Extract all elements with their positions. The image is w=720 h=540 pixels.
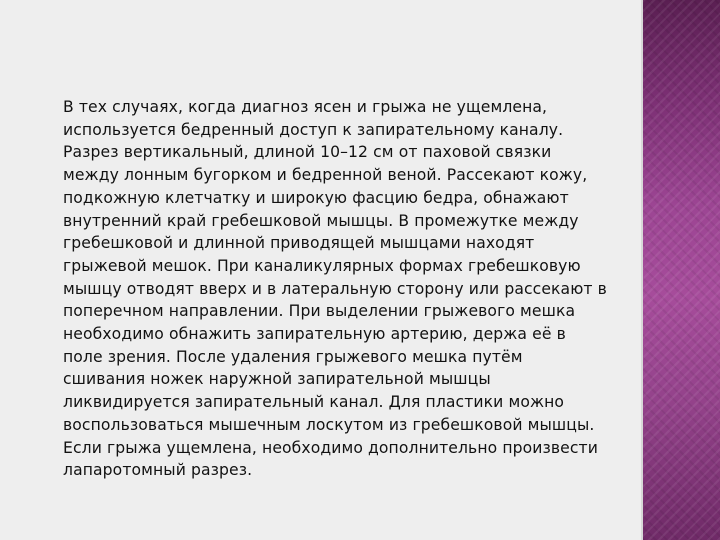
paragraph-line: подкожную клетчатку и широкую фасцию бедра, обнажают <box>63 188 569 207</box>
paragraph-line: воспользоваться мышечным лоскутом из гребешковой мышцы. <box>63 415 595 434</box>
paragraph-line: В тех случаях, когда диагноз ясен и грыжа не ущемлена, <box>63 98 548 116</box>
paragraph-line: Если грыжа ущемлена, необходимо дополнительно произвести <box>63 438 598 457</box>
paragraph-line: необходимо обнажить запирательную артерию, держа её в <box>63 325 566 344</box>
body-paragraph <box>63 96 668 482</box>
paragraph-line: внутренний край гребешковой мышцы. В промежутке между <box>63 211 579 230</box>
paragraph-line: поперечном направлении. При выделении грыжевого мешка <box>63 302 576 321</box>
paragraph-line: лапаротомный разрез. <box>63 461 253 480</box>
paragraph-line: мышцу отводят вверх и в латеральную сторону или рассекают в <box>63 279 607 298</box>
paragraph-line: сшивания ножек наружной запирательной мышцы <box>63 370 491 389</box>
paragraph-line: используется бедренный доступ к запирательному каналу. <box>63 120 564 139</box>
paragraph-line: гребешковой и длинной приводящей мышцами находят <box>63 234 535 253</box>
paragraph-line: поле зрения. После удаления грыжевого мешка путём <box>63 347 523 366</box>
paragraph-line: Разрез вертикальный, длиной 10–12 см от паховой связки <box>63 143 552 162</box>
paragraph-line: ликвидируется запирательный канал. Для пластики можно <box>63 393 565 412</box>
paragraph-line: между лонным бугорком и бедренной веной. Рассекают кожу, <box>63 166 588 185</box>
paragraph-line: грыжевой мешок. При каналикулярных формах гребешковую <box>63 256 581 275</box>
